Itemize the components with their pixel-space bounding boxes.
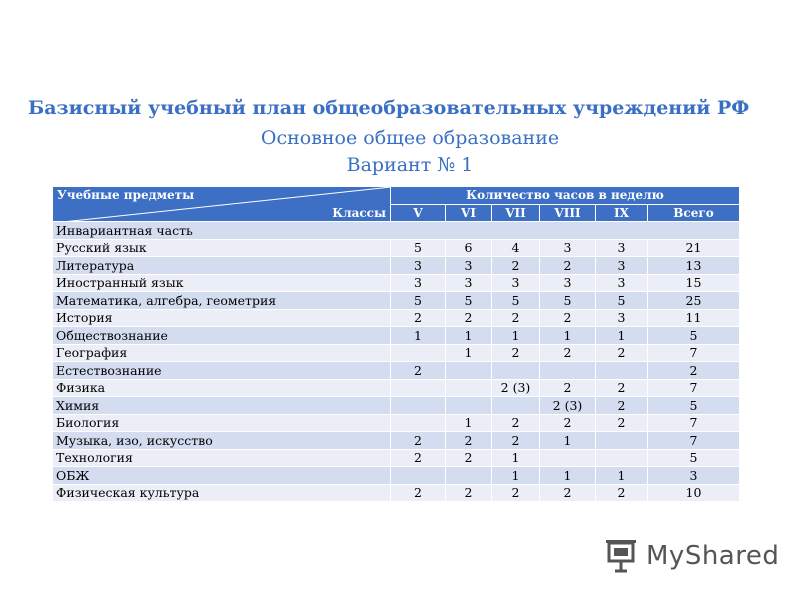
header-col-total: Всего (648, 204, 740, 222)
hours-cell: 3 (391, 257, 446, 275)
hours-cell: 3 (596, 309, 648, 327)
subject-cell: Физика (53, 379, 391, 397)
total-cell: 5 (648, 449, 740, 467)
hours-cell: 2 (446, 484, 492, 502)
subject-cell: География (53, 344, 391, 362)
total-cell: 15 (648, 274, 740, 292)
hours-cell (446, 467, 492, 485)
hours-cell: 2 (540, 379, 596, 397)
hours-cell (391, 344, 446, 362)
table-row (53, 379, 740, 397)
hours-cell: 5 (446, 292, 492, 310)
page-title: Базисный учебный план общеобразовательных учреждений РФ (28, 97, 750, 119)
hours-cell: 2 (540, 309, 596, 327)
table-row (53, 257, 740, 275)
subject-cell: Химия (53, 397, 391, 415)
hours-cell: 1 (596, 467, 648, 485)
hours-cell: 2 (492, 414, 540, 432)
hours-cell: 2 (446, 432, 492, 450)
hours-cell: 6 (446, 239, 492, 257)
hours-cell: 2 (596, 344, 648, 362)
hours-cell: 2 (596, 379, 648, 397)
hours-cell: 3 (446, 257, 492, 275)
hours-cell: 3 (596, 239, 648, 257)
page-subtitle: Основное общее образование (260, 127, 560, 149)
header-col-V: V (391, 204, 446, 222)
hours-cell: 5 (596, 292, 648, 310)
hours-cell: 1 (540, 327, 596, 345)
hours-cell (596, 432, 648, 450)
hours-cell: 2 (446, 449, 492, 467)
page-variant: Вариант № 1 (346, 154, 474, 176)
subject-cell: Музыка, изо, искусство (53, 432, 391, 450)
hours-cell: 3 (596, 274, 648, 292)
hours-cell: 2 (540, 414, 596, 432)
hours-cell: 1 (540, 467, 596, 485)
hours-cell: 2 (446, 309, 492, 327)
total-cell: 7 (648, 414, 740, 432)
hours-cell (540, 449, 596, 467)
hours-cell: 5 (540, 292, 596, 310)
header-subjects-cell (53, 187, 391, 222)
subject-cell: Иностранный язык (53, 274, 391, 292)
hours-cell: 1 (596, 327, 648, 345)
total-cell: 21 (648, 239, 740, 257)
hours-cell (446, 362, 492, 380)
table-row (53, 362, 740, 380)
total-cell: 2 (648, 362, 740, 380)
header-col-VI: VI (446, 204, 492, 222)
hours-cell: 2 (492, 309, 540, 327)
table-row (53, 344, 740, 362)
hours-cell: 3 (596, 257, 648, 275)
subject-cell: Естествознание (53, 362, 391, 380)
hours-cell: 5 (492, 292, 540, 310)
hours-cell (446, 379, 492, 397)
header-hours: Количество часов в неделю (391, 187, 740, 205)
presentation-icon (606, 537, 642, 573)
hours-cell: 2 (492, 432, 540, 450)
myshared-logo (606, 537, 780, 575)
total-cell: 25 (648, 292, 740, 310)
hours-cell: 1 (540, 432, 596, 450)
total-cell: 5 (648, 397, 740, 415)
hours-cell: 1 (492, 327, 540, 345)
hours-cell: 2 (596, 414, 648, 432)
hours-cell: 3 (391, 274, 446, 292)
hours-cell (391, 379, 446, 397)
hours-cell: 2 (391, 484, 446, 502)
subject-cell: ОБЖ (53, 467, 391, 485)
hours-cell: 2 (492, 257, 540, 275)
total-cell: 3 (648, 467, 740, 485)
subject-cell: Литература (53, 257, 391, 275)
hours-cell (391, 467, 446, 485)
hours-cell: 3 (492, 274, 540, 292)
table-row (53, 414, 740, 432)
hours-cell: 2 (540, 257, 596, 275)
hours-cell: 2 (3) (540, 397, 596, 415)
total-cell: 11 (648, 309, 740, 327)
subject-cell: Физическая культура (53, 484, 391, 502)
hours-cell: 2 (3) (492, 379, 540, 397)
hours-cell: 2 (596, 484, 648, 502)
hours-cell (492, 362, 540, 380)
hours-cell: 5 (391, 239, 446, 257)
logo-text: MyShared (646, 541, 780, 571)
hours-cell: 1 (446, 344, 492, 362)
header-classes: Классы (332, 206, 386, 220)
subject-cell: Русский язык (53, 239, 391, 257)
hours-cell: 3 (540, 239, 596, 257)
section-row (53, 222, 740, 240)
hours-cell (391, 414, 446, 432)
hours-cell: 2 (492, 344, 540, 362)
hours-cell: 2 (540, 344, 596, 362)
hours-cell (446, 397, 492, 415)
subject-cell: Математика, алгебра, геометрия (53, 292, 391, 310)
hours-cell: 1 (446, 327, 492, 345)
hours-cell: 2 (391, 309, 446, 327)
header-subjects: Учебные предметы (57, 188, 195, 202)
section-label: Инвариантная часть (53, 222, 740, 240)
hours-cell (391, 397, 446, 415)
hours-cell: 2 (540, 484, 596, 502)
total-cell: 5 (648, 327, 740, 345)
hours-cell: 2 (391, 449, 446, 467)
table-row (53, 274, 740, 292)
header-col-VIII: VIII (540, 204, 596, 222)
subject-cell: История (53, 309, 391, 327)
total-cell: 7 (648, 379, 740, 397)
hours-cell (596, 449, 648, 467)
hours-cell (540, 362, 596, 380)
hours-cell: 2 (492, 484, 540, 502)
hours-cell: 5 (391, 292, 446, 310)
table-row (53, 467, 740, 485)
curriculum-table (52, 186, 740, 502)
subject-cell: Обществознание (53, 327, 391, 345)
table-row (53, 432, 740, 450)
hours-cell: 4 (492, 239, 540, 257)
total-cell: 13 (648, 257, 740, 275)
table-row (53, 449, 740, 467)
hours-cell: 3 (540, 274, 596, 292)
hours-cell: 1 (391, 327, 446, 345)
total-cell: 7 (648, 344, 740, 362)
header-col-VII: VII (492, 204, 540, 222)
hours-cell (596, 362, 648, 380)
subject-cell: Биология (53, 414, 391, 432)
hours-cell: 1 (492, 467, 540, 485)
hours-cell: 2 (391, 362, 446, 380)
table-row (53, 239, 740, 257)
hours-cell: 2 (391, 432, 446, 450)
table-row (53, 484, 740, 502)
total-cell: 7 (648, 432, 740, 450)
table-row (53, 327, 740, 345)
table-row (53, 292, 740, 310)
table-row (53, 309, 740, 327)
hours-cell: 2 (596, 397, 648, 415)
header-col-IX: IX (596, 204, 648, 222)
hours-cell: 3 (446, 274, 492, 292)
total-cell: 10 (648, 484, 740, 502)
subject-cell: Технология (53, 449, 391, 467)
table-row (53, 397, 740, 415)
hours-cell: 1 (492, 449, 540, 467)
hours-cell: 1 (446, 414, 492, 432)
hours-cell (492, 397, 540, 415)
